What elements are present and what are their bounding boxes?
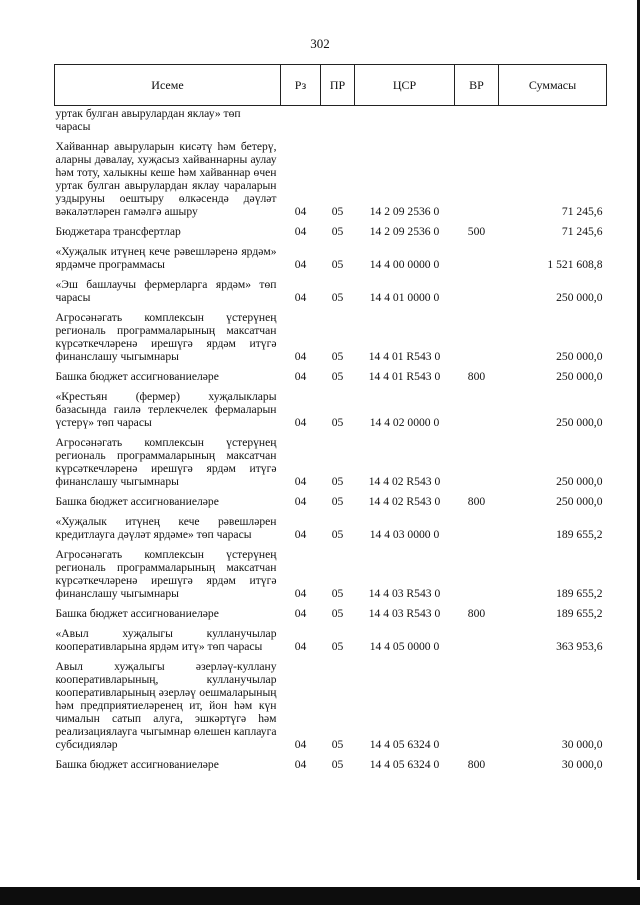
- cell-name: «Эш башлаучы фермерларга ярдәм» төп чарасы: [55, 278, 277, 304]
- table-body: [55, 106, 607, 774]
- table-row: [55, 510, 607, 543]
- cell-name: Башка бюджет ассигнованиеләре: [55, 758, 219, 771]
- cell-sum: 1 521 608,8: [547, 258, 603, 271]
- cell-rz: 04: [294, 370, 307, 383]
- table-row: [55, 240, 607, 273]
- cell-vr: [455, 135, 499, 220]
- cell-pr: 05: [331, 528, 344, 541]
- cell-rz: 04: [294, 587, 307, 600]
- cell-pr: 05: [331, 738, 344, 751]
- cell-sum: 250 000,0: [556, 350, 603, 363]
- cell-sum: 250 000,0: [556, 475, 603, 488]
- cell-csr: 14 4 03 R543 0: [368, 587, 441, 600]
- cell-pr: 05: [331, 225, 344, 238]
- cell-name: Агросәнәгать комплексын үстерүнең региональ программаларының максатчан күрсәткечләренә ирешүгә ярдәм итүгә финанслашу чыгымнары: [55, 311, 277, 363]
- header-rz: Рз: [281, 65, 321, 106]
- cell-name: «Хуҗалык итүнең кече рәвешләренә ярдәм» ярдәмче программасы: [55, 245, 277, 271]
- table-header: [55, 65, 607, 106]
- cell-rz: 04: [294, 640, 307, 653]
- page-number: 302: [310, 36, 330, 51]
- table-row: [55, 220, 607, 240]
- cell-csr: 14 4 01 R543 0: [368, 350, 441, 363]
- scan-bottom-band: [0, 887, 640, 905]
- cell-name: «Авыл хуҗалыгы кулланучылар кооперативларына ярдәм итү» төп чарасы: [55, 627, 277, 653]
- table-row: [55, 365, 607, 385]
- cell-vr: [455, 306, 499, 365]
- cell-name: Башка бюджет ассигнованиеләре: [55, 495, 219, 508]
- header-vr: ВР: [455, 65, 499, 106]
- cell-csr: 14 4 03 0000 0: [369, 528, 440, 541]
- cell-sum: 30 000,0: [561, 738, 603, 751]
- cell-pr: [321, 106, 355, 136]
- table-row: [55, 753, 607, 773]
- cell-vr: [455, 543, 499, 602]
- cell-csr: 14 4 00 0000 0: [369, 258, 440, 271]
- cell-sum: 71 245,6: [561, 225, 603, 238]
- cell-pr: 05: [331, 495, 344, 508]
- cell-pr: 05: [331, 758, 344, 771]
- cell-sum: [499, 106, 607, 136]
- cell-sum: 189 655,2: [556, 587, 603, 600]
- table-row: [55, 106, 607, 136]
- cell-sum: 189 655,2: [556, 528, 603, 541]
- cell-name: Башка бюджет ассигнованиеләре: [55, 607, 219, 620]
- cell-vr: [455, 273, 499, 306]
- cell-sum: 250 000,0: [556, 495, 603, 508]
- cell-pr: 05: [331, 205, 344, 218]
- cell-vr: [455, 431, 499, 490]
- header-pr: ПР: [321, 65, 355, 106]
- cell-vr: 800: [467, 370, 486, 383]
- cell-csr: 14 2 09 2536 0: [369, 205, 440, 218]
- cell-rz: 04: [294, 225, 307, 238]
- cell-sum: 250 000,0: [556, 291, 603, 304]
- cell-sum: 250 000,0: [556, 370, 603, 383]
- cell-vr: [455, 510, 499, 543]
- table-row: [55, 543, 607, 602]
- cell-vr: [455, 385, 499, 431]
- cell-csr: 14 4 05 6324 0: [369, 758, 440, 771]
- cell-rz: 04: [294, 758, 307, 771]
- cell-pr: 05: [331, 370, 344, 383]
- cell-name: «Хуҗалык итүнең кече рәвешләрен кредитлауга дәүләт ярдәме» төп чарасы: [55, 515, 277, 541]
- cell-csr: 14 2 09 2536 0: [369, 225, 440, 238]
- cell-name: Агросәнәгать комплексын үстерүнең региональ программаларының максатчан күрсәткечләренә ирешүгә ярдәм итүгә финанслашу чыгымнары: [55, 436, 277, 488]
- cell-sum: 30 000,0: [561, 758, 603, 771]
- cell-sum: 250 000,0: [556, 416, 603, 429]
- cell-vr: 800: [467, 758, 486, 771]
- table-row: [55, 655, 607, 753]
- cell-sum: 189 655,2: [556, 607, 603, 620]
- cell-rz: 04: [294, 291, 307, 304]
- cell-vr: 800: [467, 495, 486, 508]
- cell-name: Авыл хуҗалыгы әзерләү-куллану кооперативларының, кулланучылар кооперативларының әзерләү оешмаларының һәм предприятиеләренең ит, йон һәм күн чималын сатып алуга, эшкәртүгә һәм реализациялауга чыгымнар өлешен каплауга субсидияләр: [55, 660, 277, 751]
- cell-pr: 05: [331, 258, 344, 271]
- cell-rz: [281, 106, 321, 136]
- cell-pr: 05: [331, 350, 344, 363]
- cell-vr: [455, 655, 499, 753]
- cell-pr: 05: [331, 291, 344, 304]
- header-name: Исеме: [55, 65, 281, 106]
- table-row: [55, 385, 607, 431]
- cell-csr: 14 4 01 R543 0: [368, 370, 441, 383]
- cell-name: Агросәнәгать комплексын үстерүнең региональ программаларының максатчан күрсәткечләренә ирешүгә ярдәм итүгә финанслашу чыгымнары: [55, 548, 277, 600]
- cell-name: Башка бюджет ассигнованиеләре: [55, 370, 219, 383]
- cell-csr: 14 4 01 0000 0: [369, 291, 440, 304]
- cell-name: уртак булган авырулардан яклау» төп чарасы: [55, 107, 241, 133]
- table-row: [55, 490, 607, 510]
- cell-name: «Крестьян (фермер) хуҗалыклары базасында гаилә терлекчелек фермаларын үстерү» төп чарасы: [55, 390, 277, 429]
- cell-rz: 04: [294, 416, 307, 429]
- cell-pr: 05: [331, 640, 344, 653]
- cell-csr: 14 4 02 R543 0: [368, 495, 441, 508]
- table-row: [55, 622, 607, 655]
- cell-pr: 05: [331, 475, 344, 488]
- cell-csr: 14 4 05 6324 0: [369, 738, 440, 751]
- cell-rz: 04: [294, 528, 307, 541]
- cell-vr: 800: [467, 607, 486, 620]
- cell-csr: 14 4 02 0000 0: [369, 416, 440, 429]
- cell-pr: 05: [331, 607, 344, 620]
- cell-rz: 04: [294, 607, 307, 620]
- table-row: [55, 431, 607, 490]
- cell-sum: 71 245,6: [561, 205, 603, 218]
- cell-sum: 363 953,6: [556, 640, 603, 653]
- table-row: [55, 602, 607, 622]
- cell-pr: 05: [331, 587, 344, 600]
- cell-rz: 04: [294, 475, 307, 488]
- cell-vr: [455, 622, 499, 655]
- table-row: [55, 273, 607, 306]
- cell-csr: [355, 106, 455, 136]
- cell-rz: 04: [294, 258, 307, 271]
- cell-vr: [455, 240, 499, 273]
- table-row: [55, 306, 607, 365]
- cell-csr: 14 4 02 R543 0: [368, 475, 441, 488]
- cell-rz: 04: [294, 495, 307, 508]
- cell-name: Бюджетара трансфертлар: [55, 225, 181, 238]
- cell-vr: [455, 106, 499, 136]
- cell-pr: 05: [331, 416, 344, 429]
- header-sum: Суммасы: [499, 65, 607, 106]
- budget-table: [54, 64, 607, 773]
- cell-csr: 14 4 05 0000 0: [369, 640, 440, 653]
- cell-rz: 04: [294, 205, 307, 218]
- cell-name: Хайваннар авыруларын кисәтү һәм бетерү, аларны дәвалау, хуҗасыз хайваннарны аулау һәм тоту, халыкны кеше һәм хайваннар өчен уртак булган авырулардан яклау чараларын уздыруны оештыру өлкәсендә дәүләт вәкаләтләрен гамәлгә ашыру: [55, 140, 277, 218]
- cell-vr: 500: [467, 225, 486, 238]
- cell-rz: 04: [294, 738, 307, 751]
- cell-rz: 04: [294, 350, 307, 363]
- header-csr: ЦСР: [355, 65, 455, 106]
- cell-csr: 14 4 03 R543 0: [368, 607, 441, 620]
- table-row: [55, 135, 607, 220]
